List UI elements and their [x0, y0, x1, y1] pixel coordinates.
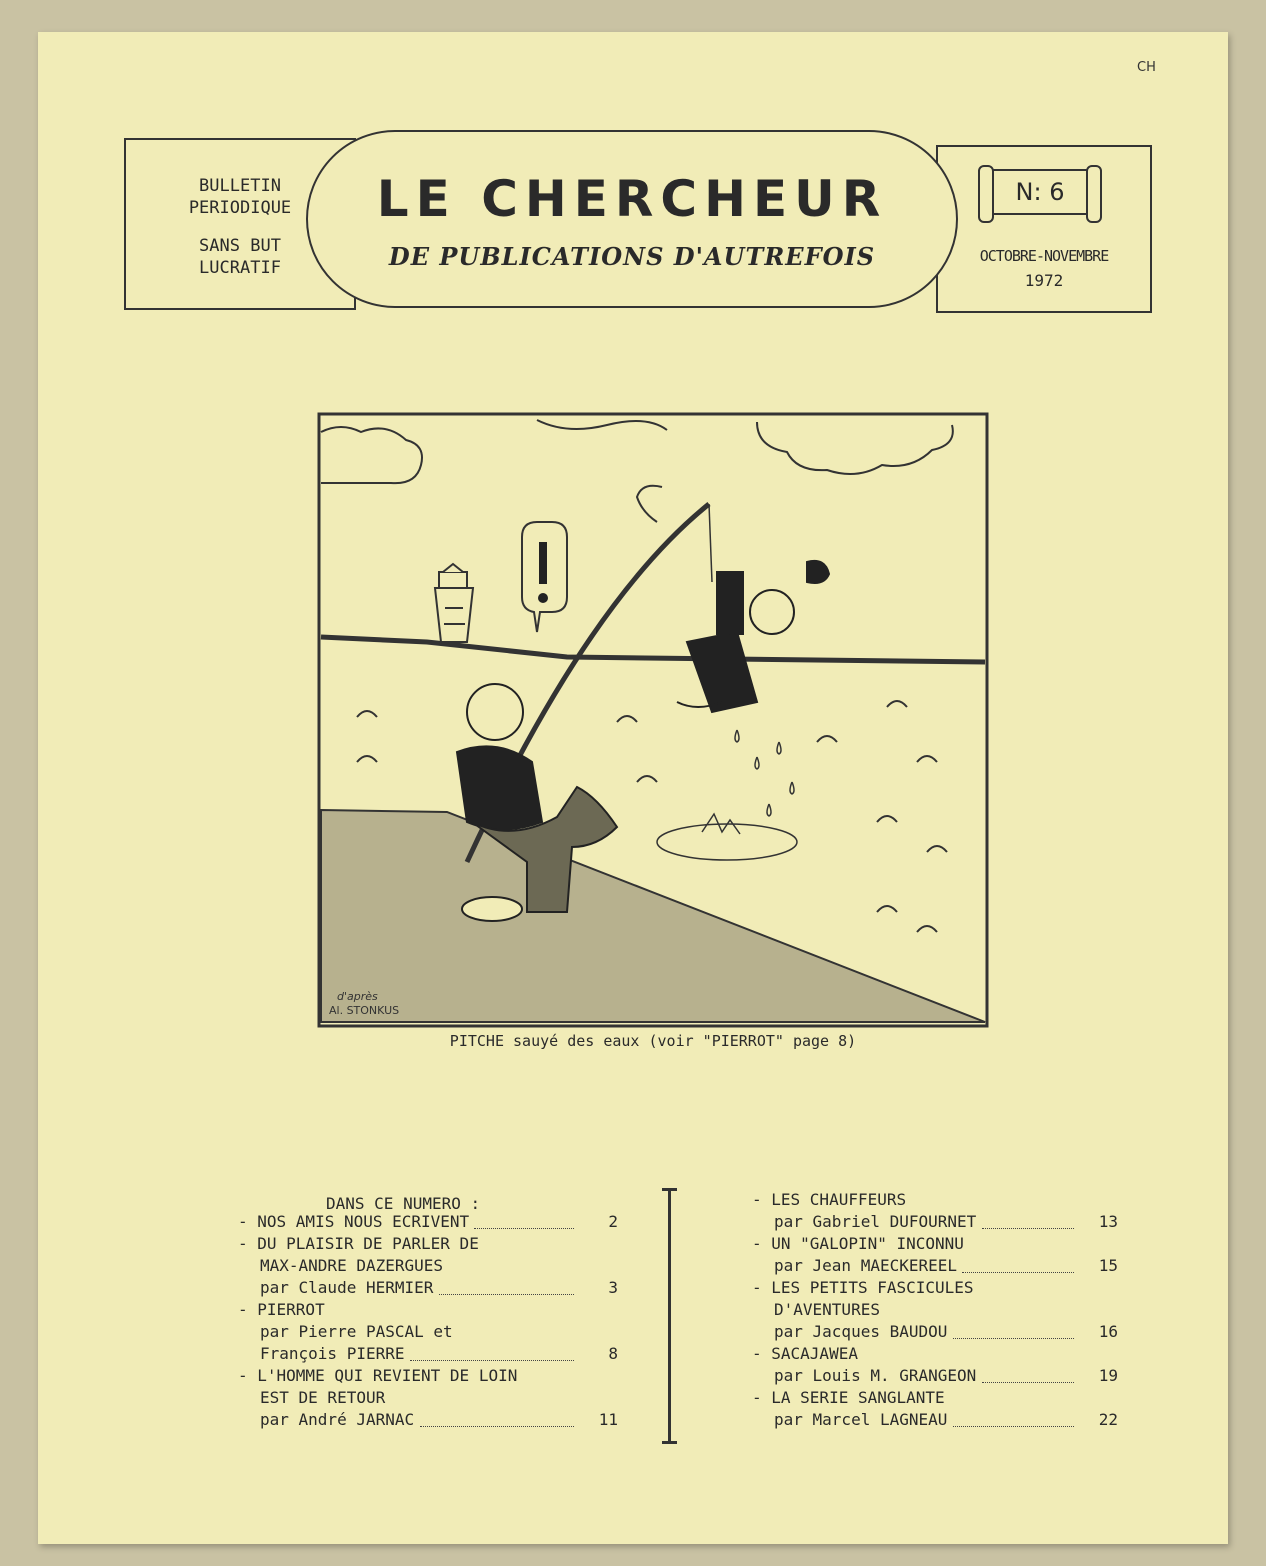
contents-entry-line: MAX-ANDRE DAZERGUES	[260, 1256, 444, 1275]
illustration-caption: PITCHE sauyé des eaux (voir "PIERROT" page 8)	[449, 1032, 857, 1050]
contents-entry-line: par Jean MAECKEREEL	[774, 1256, 958, 1275]
artist-signature: d'après	[337, 990, 378, 1003]
contents-leader-dots	[474, 1228, 574, 1229]
contents-page-number: 22	[1098, 1410, 1118, 1429]
contents-leader-dots	[953, 1426, 1074, 1427]
contents-left-column	[238, 1212, 618, 1452]
issue-number: N: 6	[1015, 178, 1065, 206]
contents-leader-dots	[953, 1338, 1074, 1339]
page-title: LE CHERCHEUR	[376, 170, 888, 228]
contents-page-number: 2	[608, 1212, 618, 1231]
contents-entry-line: - LES CHAUFFEURS	[752, 1190, 907, 1209]
contents-entry-line: par André JARNAC	[260, 1410, 415, 1429]
contents-entry-line: EST DE RETOUR	[260, 1388, 386, 1407]
contents-entry-line: par Pierre PASCAL et	[260, 1322, 453, 1341]
column-divider	[668, 1188, 671, 1444]
contents-leader-dots	[982, 1382, 1074, 1383]
header-left-line: BULLETIN	[199, 176, 281, 196]
contents-leader-dots	[410, 1360, 574, 1361]
issue-year: 1972	[1024, 271, 1064, 290]
issue-months: OCTOBRE-NOVEMBRE	[979, 247, 1109, 265]
contents-entry-line: par Jacques BAUDOU	[774, 1322, 948, 1341]
contents-entry-line: D'AVENTURES	[774, 1300, 880, 1319]
page-subtitle: DE PUBLICATIONS D'AUTREFOIS	[388, 242, 876, 271]
corner-mark: CH	[1137, 60, 1156, 75]
issue-scroll	[990, 169, 1090, 215]
contents-page-number: 19	[1098, 1366, 1118, 1385]
contents-page-number: 8	[608, 1344, 618, 1363]
contents-right-column	[752, 1190, 1118, 1440]
contents-entry-line: - NOS AMIS NOUS ECRIVENT	[238, 1212, 470, 1231]
contents-entry-line: par Gabriel DUFOURNET	[774, 1212, 977, 1231]
contents-entry-line: François PIERRE	[260, 1344, 405, 1363]
contents-page-number: 11	[598, 1410, 618, 1429]
contents-entry-line: - LES PETITS FASCICULES	[752, 1278, 974, 1297]
contents-leader-dots	[420, 1426, 574, 1427]
contents-page-number: 3	[608, 1278, 618, 1297]
contents-entry-line: par Claude HERMIER	[260, 1278, 434, 1297]
contents-leader-dots	[962, 1272, 1074, 1273]
contents-entry-line: - SACAJAWEA	[752, 1344, 858, 1363]
title-banner	[306, 130, 958, 308]
contents-heading: DANS CE NUMERO :	[326, 1194, 481, 1213]
contents-entry-line: - UN "GALOPIN" INCONNU	[752, 1234, 964, 1253]
header-left-line: PERIODIQUE	[188, 198, 292, 218]
header-left-line: LUCRATIF	[199, 258, 281, 278]
contents-entry-line: par Marcel LAGNEAU	[774, 1410, 948, 1429]
contents-page-number: 13	[1098, 1212, 1118, 1231]
header-left-line: SANS BUT	[199, 236, 281, 256]
cartoon-illustration	[317, 412, 989, 1028]
contents-leader-dots	[982, 1228, 1074, 1229]
contents-entry-line: - PIERROT	[238, 1300, 325, 1319]
contents-leader-dots	[439, 1294, 574, 1295]
contents-entry-line: - LA SERIE SANGLANTE	[752, 1388, 945, 1407]
artist-signature: Al. STONKUS	[329, 1004, 400, 1017]
contents-entry-line: - DU PLAISIR DE PARLER DE	[238, 1234, 479, 1253]
contents-page-number: 16	[1098, 1322, 1118, 1341]
contents-entry-line: par Louis M. GRANGEON	[774, 1366, 977, 1385]
contents-entry-line: - L'HOMME QUI REVIENT DE LOIN	[238, 1366, 518, 1385]
header-right-box	[936, 145, 1152, 313]
contents-page-number: 15	[1098, 1256, 1118, 1275]
